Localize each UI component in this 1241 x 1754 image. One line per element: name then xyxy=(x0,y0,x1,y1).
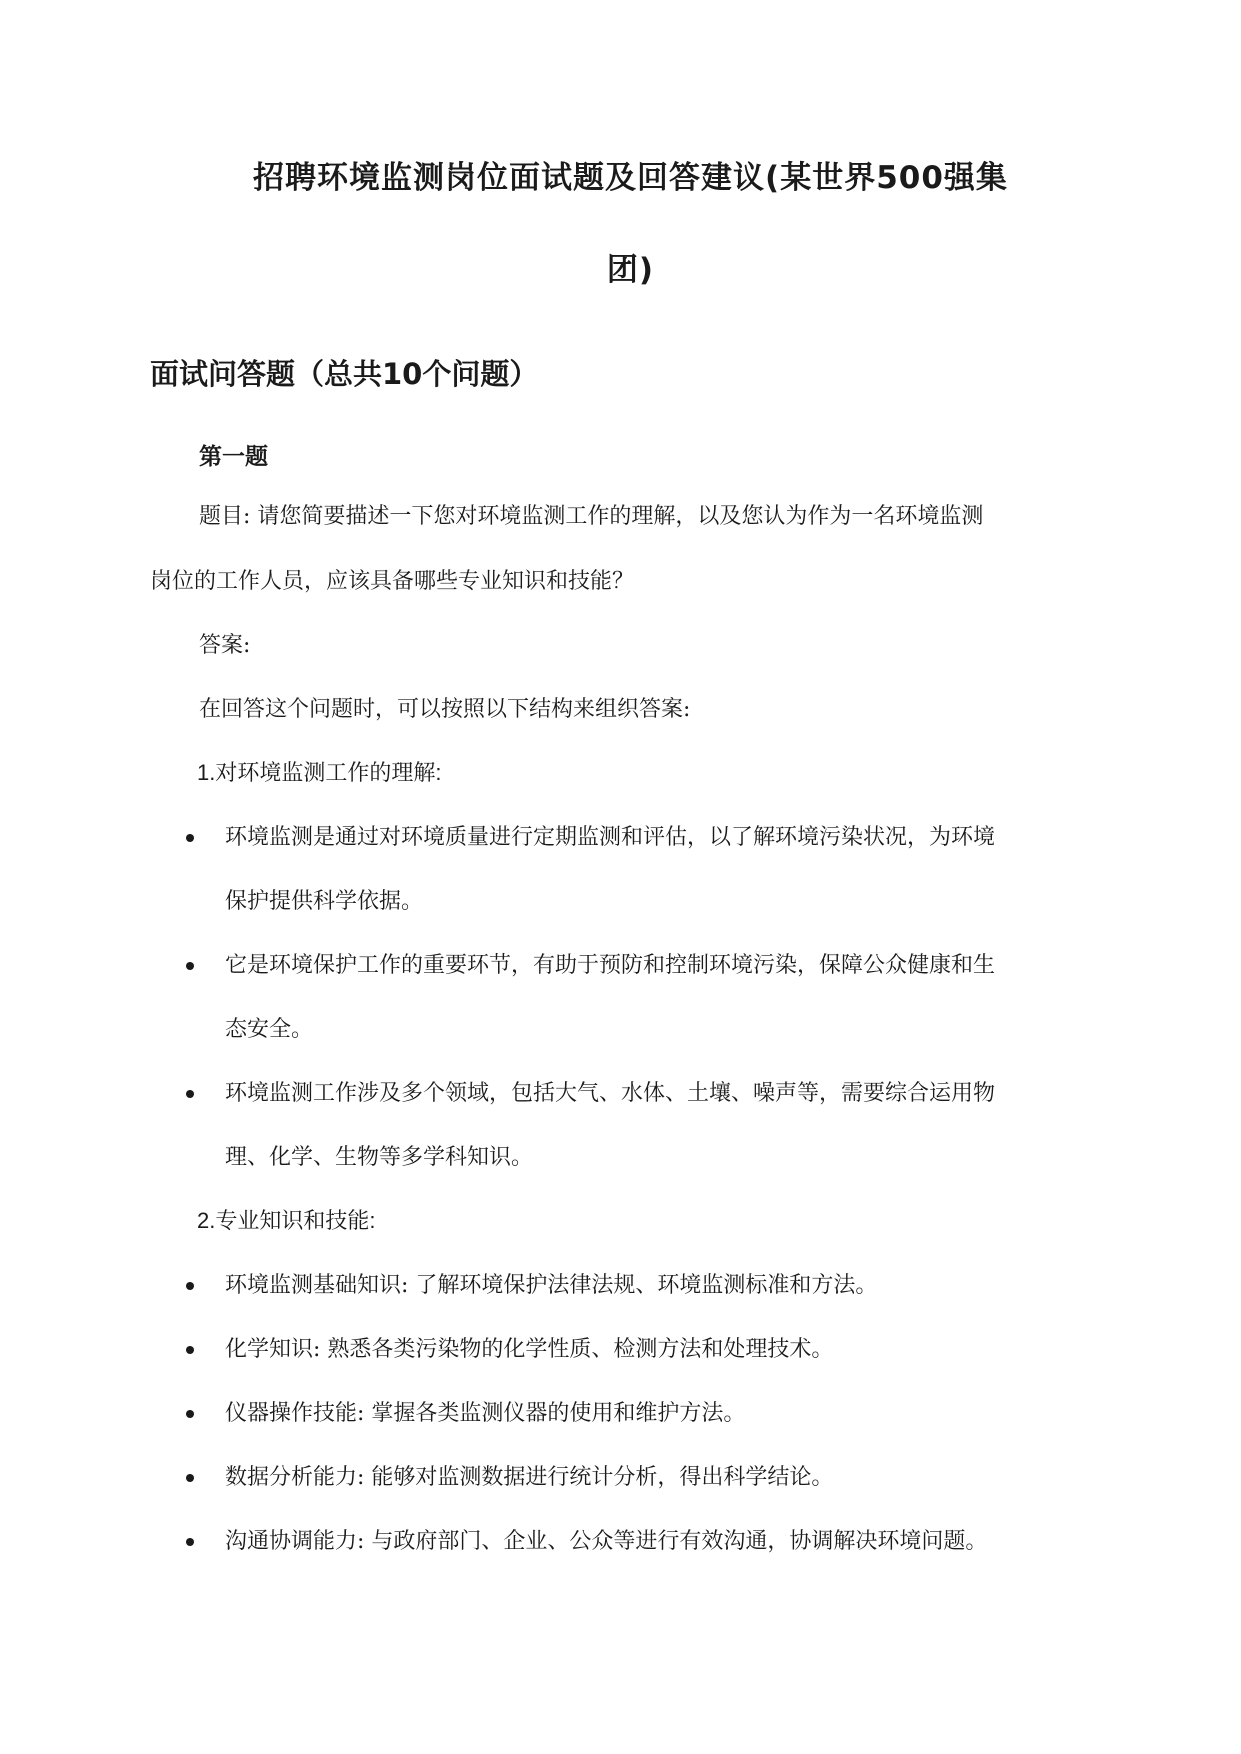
part-2-bullet-2: 化学知识: 熟悉各类污染物的化学性质、检测方法和处理技术。 xyxy=(225,1337,834,1362)
part-1-heading: 1.对环境监测工作的理解: xyxy=(197,760,442,785)
question-heading: 第一题 xyxy=(199,444,268,470)
question-text-line-2: 岗位的工作人员，应该具备哪些专业知识和技能？ xyxy=(150,569,635,594)
bullet-marker xyxy=(186,1474,194,1482)
bullet-marker xyxy=(186,1538,194,1546)
answer-intro: 在回答这个问题时，可以按照以下结构来组织答案: xyxy=(199,697,691,722)
part-1-bullet-1-line-2: 保护提供科学依据。 xyxy=(225,889,424,914)
bullet-marker xyxy=(186,1090,194,1098)
part-2-bullet-5: 沟通协调能力: 与政府部门、企业、公众等进行有效沟通，协调解决环境问题。 xyxy=(225,1529,988,1554)
part-2-bullet-3: 仪器操作技能: 掌握各类监测仪器的使用和维护方法。 xyxy=(225,1401,746,1426)
part-1-bullet-3-line-1: 环境监测工作涉及多个领域，包括大气、水体、土壤、噪声等，需要综合运用物 xyxy=(225,1081,996,1106)
part-2-bullet-4: 数据分析能力: 能够对监测数据进行统计分析，得出科学结论。 xyxy=(225,1465,834,1490)
question-text-line-1: 题目: 请您简要描述一下您对环境监测工作的理解，以及您认为作为一名环境监测 xyxy=(199,504,984,529)
bullet-marker xyxy=(186,1410,194,1418)
part-1-bullet-1-line-1: 环境监测是通过对环境质量进行定期监测和评估，以了解环境污染状况，为环境 xyxy=(225,825,996,850)
part-1-bullet-2-line-1: 它是环境保护工作的重要环节，有助于预防和控制环境污染，保障公众健康和生 xyxy=(225,953,996,978)
part-1-bullet-3-line-2: 理、化学、生物等多学科知识。 xyxy=(225,1145,534,1170)
section-heading: 面试问答题（总共10个问题） xyxy=(150,357,539,391)
bullet-marker xyxy=(186,1282,194,1290)
bullet-marker xyxy=(186,834,194,842)
document-title-line-2: 团) xyxy=(606,252,655,288)
part-1-bullet-2-line-2: 态安全。 xyxy=(225,1017,314,1042)
document-title-line-1: 招聘环境监测岗位面试题及回答建议(某世界500强集 xyxy=(253,160,1008,196)
part-2-heading: 2.专业知识和技能: xyxy=(197,1208,376,1233)
bullet-marker xyxy=(186,962,194,970)
part-2-bullet-1: 环境监测基础知识: 了解环境保护法律法规、环境监测标准和方法。 xyxy=(225,1273,878,1298)
answer-label: 答案: xyxy=(199,633,251,658)
bullet-marker xyxy=(186,1346,194,1354)
